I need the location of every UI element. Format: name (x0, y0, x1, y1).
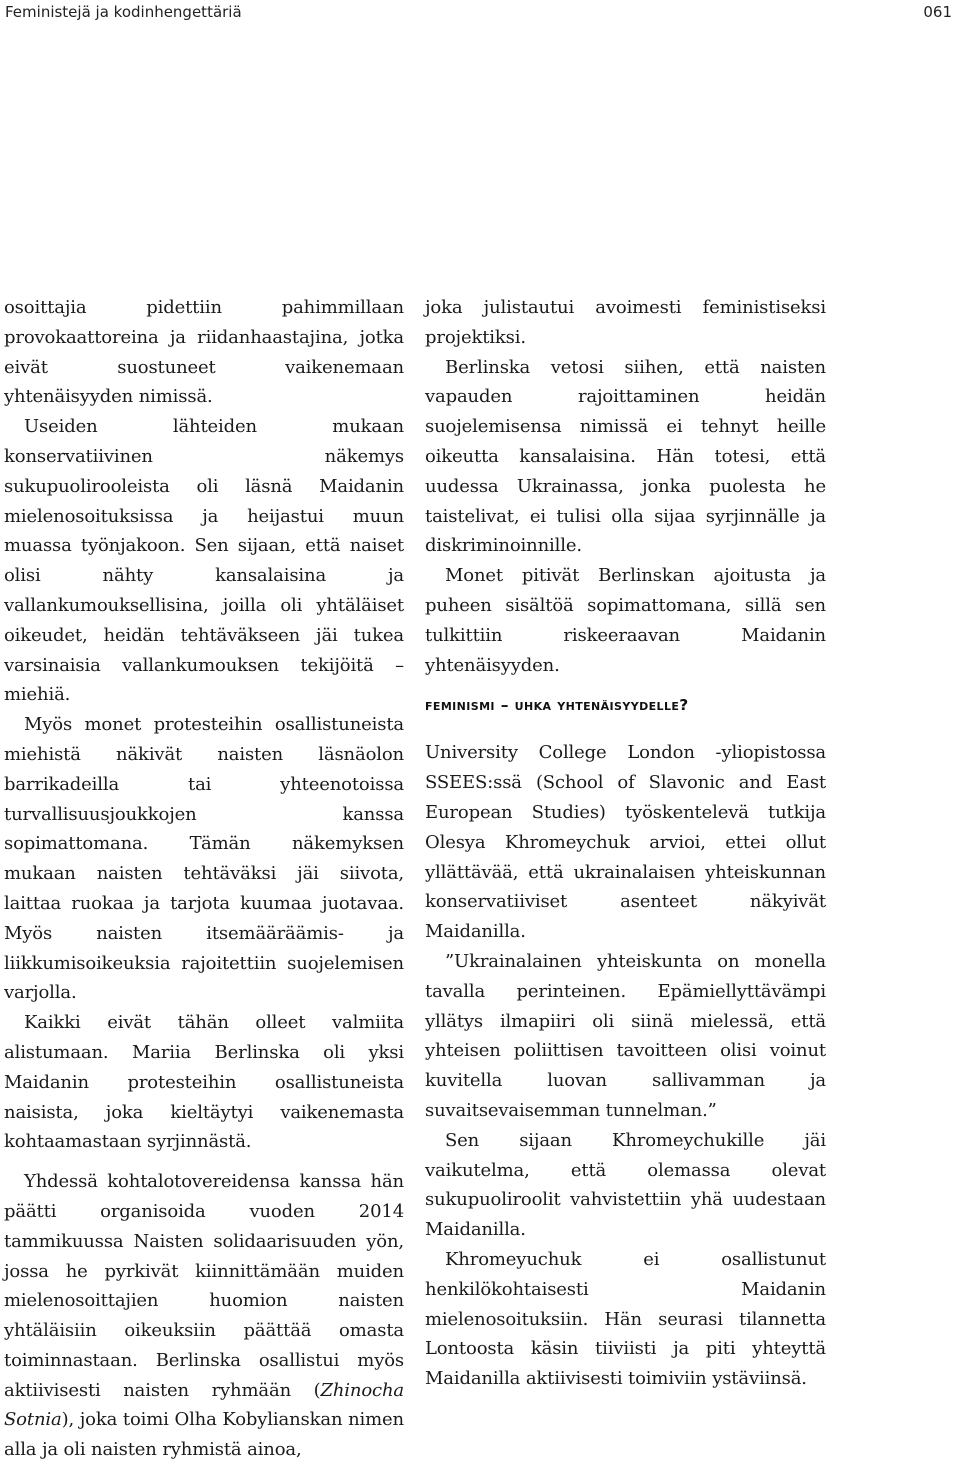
running-header (0, 0, 960, 26)
running-header-title: Feministejä ja kodinhengettäriä (5, 3, 242, 21)
paragraph: University College London -yliopistossa SSEES:ssä (School of Slavonic and East European Studies) työskentelevä tutkija Olesya Khromeychuk arvioi, ettei ollut yllättävää, että ukrainalaisen yhteiskunnan konservatiiviset asenteet näkyivät Maidanilla. (425, 742, 826, 943)
quote-paragraph: ”Ukrainalainen yhteiskunta on monella tavalla perinteinen. Epämiellyttävämpi yllätys ilmapiiri oli siinä mielessä, että yhteisen poliittisen tavoitteen olisi voinut kuvitella luovan sallivamman ja suvaitsevaisemman tunnelman.” (425, 950, 826, 1121)
paragraph: Useiden lähteiden mukaan konservatiivinen näkemys sukupuolirooleista oli läsnä Maidanin mielenosoituksissa ja heijastui muun muassa työnjakoon. Sen sijaan, että naiset olisi nähty kansalaisina ja vallankumouksellisina, joilla oli yhtäläiset oikeudet, heidän tehtäväkseen jäi tukea varsinaisia vallankumouksen tekijöitä – miehiä. (4, 416, 404, 706)
paragraph: Kaikki eivät tähän olleet valmiita alistumaan. Mariia Berlinska oli yksi Maidanin protesteihin osallistuneista naisista, joka kieltäytyi vaikenemasta kohtaamastaan syrjinnästä. (4, 1012, 404, 1153)
paragraph: Khromeyuchuk ei osallistunut henkilökohtaisesti Maidanin mielenosoituksiin. Hän seurasi tilannetta Lontoosta käsin tiiviisti ja piti yhteyttä Maidanilla aktiivisesti toimiviin ystäviinsä. (425, 1248, 826, 1390)
left-column (4, 293, 404, 1465)
paragraph: osoittajia pidettiin pahimmillaan provokaattoreina ja riidanhaastajina, jotka eivät suostuneet vaikenemaan yhtenäisyyden nimissä. (4, 297, 404, 408)
paragraph: Monet pitivät Berlinskan ajoitusta ja puheen sisältöä sopimattomana, sillä sen tulkittiin riskeeraavan Maidanin yhtenäisyyden. (425, 565, 826, 676)
paragraph: joka julistautui avoimesti feministiseksi projektiksi. (425, 297, 826, 348)
right-column (425, 293, 826, 1394)
page-number: 061 (923, 3, 952, 21)
section-heading: feminismi – uhka yhtenäisyydelle? (425, 696, 689, 715)
paragraph: Sen sijaan Khromeychukille jäi vaikutelma, että olemassa olevat sukupuoliroolit vahvistettiin yhä uudestaan Maidanilla. (425, 1129, 826, 1241)
paragraph: Berlinska vetosi siihen, että naisten vapauden rajoittaminen heidän suojelemisensa nimissä ei tehnyt heille oikeutta kansalaisina. Hän totesi, että uudessa Ukrainassa, jonka puolesta he taistelivat, ei tulisi olla sijaa syrjinnälle ja diskriminoinnille. (425, 356, 826, 557)
paragraph: Myös monet protesteihin osallistuneista miehistä näkivät naisten läsnäolon barrikadeilla tai yhteenotoissa turvallisuusjoukkojen kanssa sopimattomana. Tämän näkemyksen mukaan naisten tehtäväksi jäi siivota, laittaa ruokaa ja tarjota kuumaa juotavaa. Myös naisten itsemääräämis- ja liikkumisoikeuksia rajoitettiin suojelemisen varjolla. (4, 714, 404, 1004)
paragraph (4, 1167, 404, 1465)
group-name-italic: Zhinocha Sotnia (4, 1379, 404, 1431)
paragraph-text: ), joka toimi Olha Kobylianskan nimen alla ja oli naisten ryhmistä ainoa, (4, 1409, 404, 1461)
paragraph-text: Yhdessä kohtalotovereidensa kanssa hän päätti organisoida vuoden 2014 tammikuussa Naisten solidaarisuuden yön, jossa he pyrkivät kiinnittämään muiden mielenosoittajien huomion naisten yhtäläisiin oikeuksiin päättää omasta toiminnastaan. Berlinska osallistui myös aktiivisesti naisten ryhmään ( (4, 1171, 404, 1401)
